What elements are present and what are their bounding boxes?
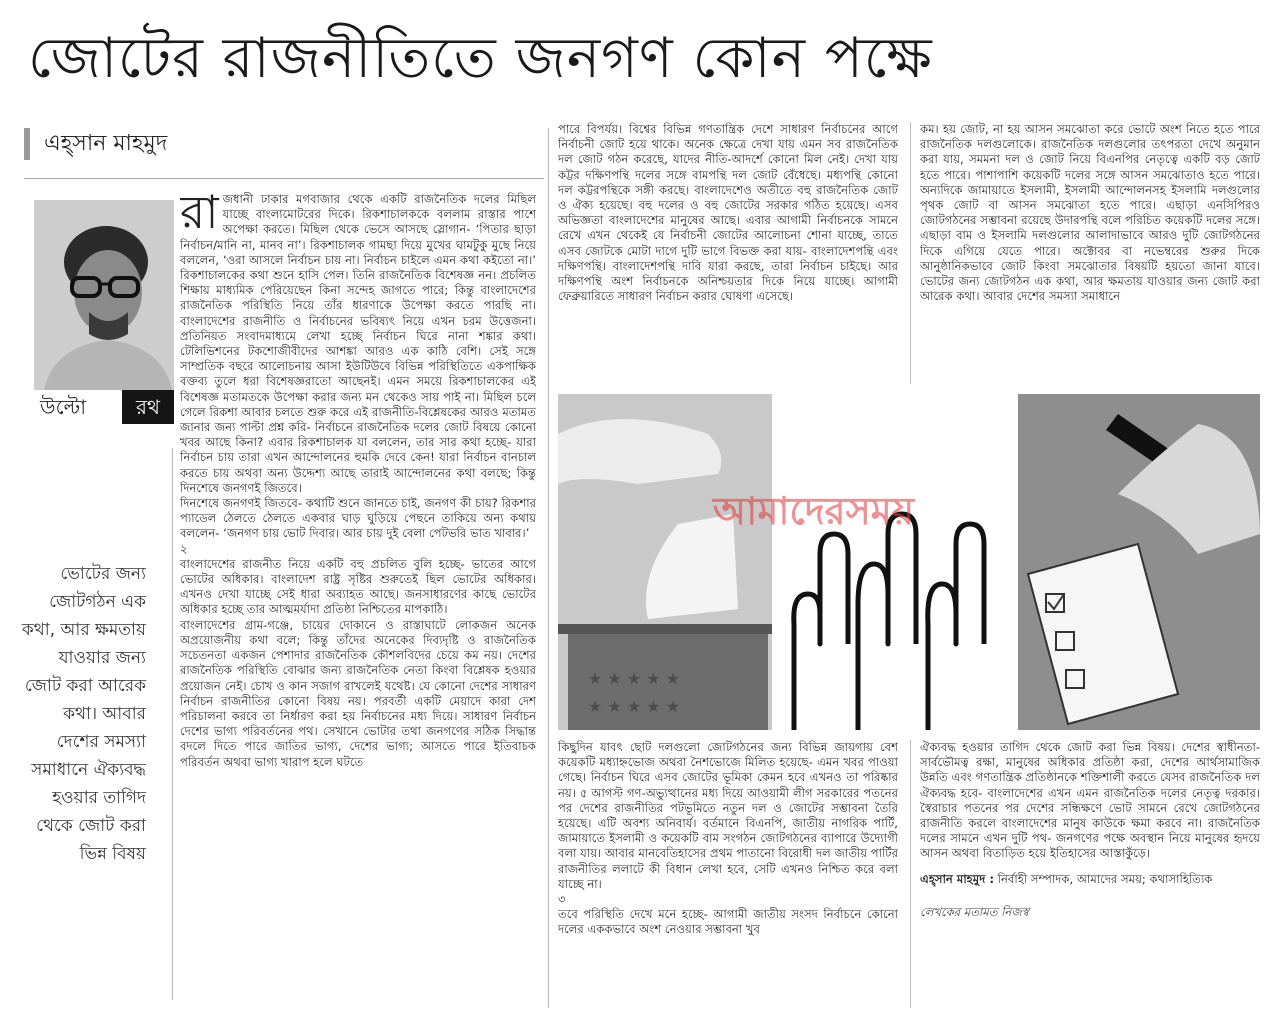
paragraph: পারে বিপর্যয়। বিশ্বের বিভিন্ন গণতান্ত্রিক দেশে সাধারণ নির্বাচনের আগে নির্বাচনী জোট হয়ে থাকে। অনেক ক্ষেত্রে দেখা যায় এমন সব রাজনৈতিক দল জোট গঠন করেছে, যাদের নীতি-আদর্শে কোনো মিল নেই। দেখা যায় কট্টর দক্ষিণপন্থি দলের সঙ্গে বামপন্থি দল জোট বেঁধেছে। মধ্যপন্থি কোনো দল কট্টরপন্থিকে সঙ্গী করছে। বাংলাদেশেও অতীতে বহু রাজনৈতিক জোট ও ঐক্য হয়েছে। বহু দলের ও বহু জোটের সরকার গঠিত হয়েছে। এসব অভিজ্ঞতা বাংলাদেশের মানুষের আছে। এবার আগামী নির্বাচনকে সামনে রেখে এখন থেকেই যে নির্বাচনী জোটের আলোচনা শোনা যাচ্ছে, তাতে এসব জোটকে মোটা দাগে দুটি ভাগে বিভক্ত করা যায়- বাংলাদেশপন্থি এবং দক্ষিণপন্থি। বাংলাদেশপন্থি দাবি যারা করছে, তারা নির্বাচন চাইছে। আর দক্ষিণপন্থি অংশ নির্বাচনকে অনিশ্চয়তার দিকে নিয়ে যাচ্ছে। আগামী ফেব্রুয়ারিতে সাধারণ নির্বাচন করার ঘোষণা এসেছে। [558,122,898,304]
column-3-top [920,122,1260,384]
svg-text:★ ★ ★ ★ ★: ★ ★ ★ ★ ★ [588,669,681,688]
paragraph: কম। হয় জোট, না হয় আসন সমঝোতা করে ভোটে অংশ নিতে হতে পারে রাজনৈতিক দলগুলোকে। রাজনৈতিক দলগুলোর তৎপরতা দেখে অনুমান করা যায়, সমমনা দল ও জোট নিয়ে বিএনপির নেতৃত্বে একটি বড় জোট হতে পারে। পাশাপাশি কয়েকটি দলের সঙ্গে আসন সমঝোতাও হতে পারে। অন্যদিকে জামায়াতে ইসলামী, ইসলামী আন্দোলনসহ ইসলামি দলগুলোর পৃথক জোট বা আসন সমঝোতা হতে পারে। এছাড়া এনসিপিরও জোটগঠনের সম্ভাবনা রয়েছে উদারপন্থি বলে পরিচিত কয়েকটি দলের সঙ্গে। এছাড়া বাম ও ইসলামি দলগুলোর আলাদাভাবে আরও দুটি জোটগঠনের দিকে এগিয়ে যেতে পারে। অক্টোবর বা নভেম্বরের শুরুর দিকে আনুষ্ঠানিকভাবে জোট কিংবা সমঝোতার বিষয়টি হয়তো জানা যাবে। ভোটের জন্য জোটগঠন এক কথা, আর ক্ষমতায় যাওয়ার জন্য জোট করা আরেক কথা। আবার দেশের সমস্যা সমাধানে [920,122,1260,304]
column-2-bottom [558,740,898,1008]
column-tag-part2: রথ [122,390,174,424]
paragraph: বাংলাদেশের গ্রাম-গঞ্জে, চায়ের দোকানে ও রাস্তাঘাটে লোকজন অনেক অপ্রয়োজনীয় কথা বলে; কিন্তু তাঁদের অনেকের দিব্যদৃষ্টি ও রাজনৈতিক সচেতনতা একজন পেশাদার রাজনৈতিক কৌশলবিদের চেয়ে কম নয়। দেশের রাজনৈতিক পরিস্থিতি বোঝার জন্য রাজনৈতিক নেতা কিংবা বিশ্লেষক হওয়ার প্রয়োজন নেই। চোখ ও কান সজাগ রাখলেই যথেষ্ট। যে কোনো দেশের সাধারণ নির্বাচন রাজনীতির কোনো বিষয় নয়। পরবর্তী একটি মেয়াদে কারা দেশ পরিচালনা করবে তা নির্ধারণ করা হয় নির্বাচনের মধ্য দিয়ে। সাধারণ নির্বাচন দেশের ভাগ্য পরিবর্তনের পথ। সেখানে ভোটার তথা জনগণের সঠিক সিদ্ধান্ত বদলে দিতে পারে জাতির ভাগ্য, দেশের ভাগ্য; আসতে পারে ইতিবাচক পরিবর্তন অথবা ভাগ্য খারাপ হলে ঘটতে [180,617,536,769]
pull-quote: ভোটের জন্য জোটগঠন এক কথা, আর ক্ষমতায় যাওয়ার জন্য জোট করা আরেক কথা। আবার দেশের সমস্যা সমাধানে ঐক্যবদ্ধ হওয়ার তাগিদ থেকে জোট করা ভিন্ন বিষয় [21,564,146,864]
paragraph: বাংলাদেশের রাজনীত নিয়ে একটি বহু প্রচলিত বুলি হচ্ছে- ভাতের আগে ভোটের অধিকার। বাংলাদেশ রাষ্ট্র সৃষ্টির শুরুতেই ছিল ভোটের অধিকার। এখনও দেখা যাচ্ছে সেই ধারা অব্যাহত আছে। জনসাধারণের কাছে ভোটের অধিকার হচ্ছে তার আত্মমর্যাদা প্রতিষ্ঠা নিশ্চিতের মাপকাঠি। [180,556,536,617]
byline: এহ্‌সান মাহমুদ [44,131,168,156]
author-portrait-image [34,200,174,390]
divider [548,128,549,1008]
column-2-top [558,122,898,384]
author-name: এহ্‌সান মাহমুদ : [920,871,994,886]
paragraph: তবে পরিস্থিতি দেখে মনে হচ্ছে- আগামী জাতীয় সংসদ নির্বাচনে কোনো দলের এককভাবে অংশ নেওয়ার সম্ভাবনা খুব [558,907,898,937]
column-tag [34,390,174,424]
column-1 [180,192,536,1002]
paragraph: দিনশেষে জনগণই জিতবে- কথাটি শুনে জানতে চাই, জনগণ কী চায়? রিকশার প্যাডেল ঠেলতে ঠেলতে একবার ঘাড় ঘুড়িয়ে পেছনে তাকিয়ে অন্য কথায় বললেন- ‘জনগণ চায় ভোট দিবার। আর চায় দুই বেলা পেটভরি ভাত খাবার।’ [180,496,536,541]
divider [172,448,173,1000]
divider [910,122,911,384]
watermark: আমাদেরসময় [713,489,915,533]
headline: জোটের রাজনীতিতে জনগণ কোন পক্ষে [28,26,933,91]
column-3-bottom [920,740,1260,1008]
author-role: নির্বাহী সম্পাদক, আমাদের সময়; কথাসাহিত্যিক [997,871,1213,886]
disclaimer: লেখকের মতামত নিজস্ব [920,904,1029,919]
voting-illustration [558,394,1260,730]
section-number: ৩ [558,892,566,907]
paragraph: জধানী ঢাকার মগবাজার থেকে একটি রাজনৈতিক দলের মিছিল যাচ্ছে বাংলামোটরের দিকে। রিকশাচালককে বললাম রাস্তার পাশে অপেক্ষা করতে। মিছিল থেকে ভেসে আসছে স্লোগান- ‘পিতার ছাড়া নির্বাচন/মানি না, মানব না’। রিকশাচালক গামছা দিয়ে মুখের ঘামটুকু মুছে নিয়ে বললেন, ‘ওরা আসলে নির্বাচন চায় না। নির্বাচন চাইলে এমন কথা কইতো না।’ রিকশাচালকের কথা শুনে হাসি পেল। তিনি রাজনৈতিক বিশেষজ্ঞ নন। প্রচলিত শিক্ষায় মাধ্যমিক পেরিয়েছেন কিনা সন্দেহ জাগতে পারে; কিন্তু বাংলাদেশের রাজনৈতিক পরিস্থিতি নিয়ে তাঁর ধারণাকে উপেক্ষা করতে পারছি না। বাংলাদেশের রাজনীতি ও নির্বাচনের ভবিষ্যৎ নিয়ে এখন চরম উত্তেজনা। প্রতিনিয়ত সংবাদমাধ্যমে লেখা হচ্ছে নির্বাচন ঘিরে নানা শঙ্কার কথা। টেলিভিশনের টকশোজীবীদের আশঙ্কা আরও এক কাঠি বেশি। সেই সঙ্গে সাম্প্রতিক বছরে আলোচনায় আসা ইউটিউবে বিভিন্ন পরিস্থিতিতে একপাক্ষিক বক্তব্য তুলে ধরা বিশেষজ্ঞরাতো আছেনই। এমন সময়ে রিকশাচালকের এই বিশেষজ্ঞ মতামতকে উপেক্ষা করার জন্য মন থেকেও সায় পাই না। মিছিল চলে গেলে রিকশা আবার চলতে শুরু করে এই রাজনীতি-বিশ্লেষকের আরও মতামত জানার জন্য পাল্টা প্রশ্ন করি- নির্বাচনে রাজনৈতিক দলের জোট বিষয়ে কোনো খবর আছে কিনা? এবার রিকশাচালক যা বললেন, তার সার কথা হচ্ছে- যারা নির্বাচন চায় তারা এখন আন্দোলনের হুমকি দেবে কেন! যারা নির্বাচন বানচাল করতে চায় অথবা অন্য উদ্দেশ্য আছে তারাই আন্দোলনের কথা বলছে; কিন্তু দিনশেষে জনগণই জিতবে। [180,192,536,495]
divider [910,740,911,1008]
paragraph: ঐক্যবদ্ধ হওয়ার তাগিদ থেকে জোট করা ভিন্ন বিষয়। দেশের স্বাধীনতা-সার্বভৌমত্ব রক্ষা, মানুষের অধিকার প্রতিষ্ঠা করা, দেশের আর্থসামাজিক উন্নতি এবং গণতান্ত্রিক প্রতিষ্ঠানকে শক্তিশালী করতে যেসব রাজনৈতিক দল ঐক্যবদ্ধ হবে- বাংলাদেশের এখন এমন রাজনৈতিক দলের নেতৃত্ব দরকার। স্বৈরাচার পতনের পর দেশের সন্ধিক্ষণে ভোট সামনে রেখে জোটগঠনের রাজনীতি করলে বাংলাদেশের মানুষ কাউকে ক্ষমা করবে না। রাজনৈতিক দলের সামনে এখন দুটি পথ- জনগণের পক্ষে অবস্থান নিয়ে মানুষের হৃদয়ে আসন অথবা বিতাড়িত হয়ে ইতিহাসের আস্তাকুঁড়ে। [920,740,1260,861]
section-number: ২ [180,541,188,556]
svg-text:★ ★ ★ ★ ★: ★ ★ ★ ★ ★ [588,697,681,716]
article-illustration [558,394,1260,730]
divider [24,178,544,179]
dropcap: রা [180,192,219,239]
byline-bar [24,128,30,160]
author-photo [34,200,174,390]
author-note [920,872,1260,887]
paragraph: কিছুদিন যাবৎ ছোট দলগুলো জোটগঠনের জন্য বিভিন্ন জায়গায় বেশ কয়েকটি মধ্যাহ্নভোজ অথবা নৈশভোজে মিলিত হয়েছে- এমন খবর পাওয়া গেছে। নির্বাচন ঘিরে এসব জোটের ভূমিকা কেমন হবে এখনও তা পরিষ্কার নয়। ৫ আগস্ট গণ-অভ্যুত্থানের মধ্য দিয়ে আওয়ামী লীগ সরকারের পতনের পর দেশের রাজনীতির পটভূমিতে নতুন দল ও জোটের সম্ভাবনা তৈরি হয়েছে। এটি অবশ্য অনিবার্য। বর্তমানে বিএনপি, জাতীয় নাগরিক পার্টি, জামায়াতে ইসলামী ও কয়েকটি বাম সংগঠন জোটগঠনের ব্যাপারে উদ্যোগী বলা যায়। আবার মানবেতিহাসের প্রথম পাতানো বিরোধী দল জাতীয় পার্টির রাজনীতির ললাটে কী বিধান লেখা হবে, সেটি এখনও নিশ্চিত করে বলা যাচ্ছে না। [558,740,898,891]
column-tag-part1: উল্টো [40,395,87,419]
